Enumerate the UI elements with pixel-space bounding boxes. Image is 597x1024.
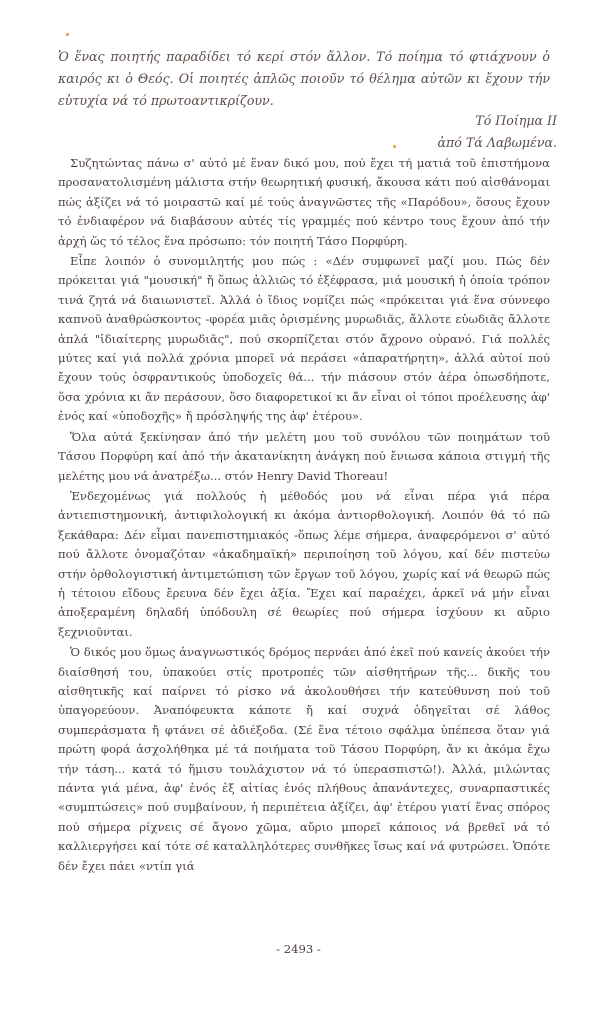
paragraph: Ὅλα αὐτά ξεκίνησαν ἀπό τήν μελέτη μου τοῦ συνόλου τῶν ποιημάτων τοῦ Τάσου Πορφύρη καί ἀπό τήν ἀκατανίκητη ἀνάγκη πού ἔνιωσα κάποια στιγμή τῆς μελέτης μου νά ἀνατρέξω... στόν Henry David Thoreau! xyxy=(58,429,550,483)
decorative-dot xyxy=(66,33,69,36)
page-number: - 2493 - xyxy=(276,942,321,956)
paragraph: Ὁ δικός μου ὅμως ἀναγνωστικός δρόμος περνάει ἀπό ἐκεῖ πού κανείς ἀκούει τήν διαίσθησή του, ὑπακούει στίς προτροπές τῶν αἰσθητήρων τῆς... δικῆς του αἰσθητικῆς καί παίρνει τό ρίσκο νά ἀκολουθήσει τήν κατεύθυνση πού τοῦ ὑπαγορεύουν. Ἀναπόφευκτα κάποτε ἤ καί συχνά ὁδηγεῖται σέ λάθος συμπεράσματα ἤ φτάνει σέ ἀδιέξοδα. (Σέ ἕνα τέτοιο σφάλμα ὑπέπεσα ὅταν γιά πρώτη φορά ἀσχολήθηκα μέ τά ποιήματα τοῦ Τάσου Πορφύρη, ἄν κι ἀκόμα ἔχω τήν τάση... κατά τό ἥμισυ τουλάχιστον νά τό ὑπερασπιστῶ!). Ἀλλά, μιλώντας πάντα γιά μένα, ἀφ' ἑνός ἐξ αἰτίας ἑνός πλήθους ἀπανάντεχες, συναρπαστικές «συμπτώσεις» πού συμβαίνουν, ἡ περιπέτεια ἀξίζει, ἀφ' ἑτέρου γιατί ἕνας σπόρος πού σήμερα ρίχνεις σέ ἄγονο χῶμα, αὔριο μπορεῖ κάποιος νά βρεθεῖ νά τό καλλιεργήσει καί τότε σέ καταλληλότερες συνθῆκες ἴσως καί νά φυτρώσει. Ὁπότε δέν ἔχει πάει «ντίπ γιά xyxy=(58,645,550,873)
epigraph-text: Ὁ ἕνας ποιητής παραδίδει τό κερί στόν ἄλλον. Τό ποίημα τό φτιάχνουν ὁ καιρός κι ὁ Θεός. Οἱ ποιητές ἁπλῶς ποιοῦν τό θέλημα αὐτῶν κι ἔχουν τήν εὐτυχία νά τό πρωτοαντικρίζουν. xyxy=(58,49,550,108)
paragraph: Συζητώντας πάνω σ' αὐτό μέ ἕναν δικό μου, πού ἔχει τή ματιά τοῦ ἐπιστήμονα προσανατολισμένη μάλιστα στήν θεωρητική φυσική, ἄκουσα κάτι πού αἰσθάνομαι πώς ἀξίζει νά τό μοιραστῶ καί μέ τούς ἀναγνῶστες τῆς «Παρόδου», ὅσους ἔχουν τό ἐνδιαφέρον νά διαβάσουν αὐτές τίς γραμμές πού κέντρο τους ἔχουν ἀπό τήν ἀρχή ὥς τό τέλος ἕνα πρόσωπο: τόν ποιητή Τάσο Πορφύρη. xyxy=(58,156,550,248)
epigraph xyxy=(58,46,550,112)
attribution-book: ἀπό Τά Λαβωμένα. xyxy=(437,135,557,150)
paragraph: Ἐνδεχομένως γιά πολλούς ἡ μέθοδός μου νά εἶναι πέρα γιά πέρα ἀντιεπιστημονική, ἀντιφιλολογική κι ἀκόμα ἀντιορθολογική. Λοιπόν θά τό πῶ ξεκάθαρα: Δέν εἶμαι πανεπιστημιακός -ὅπως λέμε σήμερα, ἀναφερόμενοι σ' αὐτό πού ἄλλοτε ὀνομαζόταν «ἀκαδημαϊκή» περιποίηση τοῦ λόγου, καί δέν πιστεύω στήν ὀρθολογιστική ἀντιμετώπιση τῶν ἔργων τοῦ λόγου, χωρίς καί νά θεωρῶ πώς ἡ τέτοιου εἴδους ἔρευνα δέν ἔχει ἀξία. Ἔχει καί παραέχει, ἀρκεῖ νά μήν εἶναι ἀποξεραμένη δηλαδή ὑπόδουλη σέ θεωρίες πού σήμερα ἰσχύουν κι αὔριο ξεχνιοῦνται. xyxy=(58,488,550,639)
body-text xyxy=(58,154,550,877)
epigraph-attribution xyxy=(357,110,557,154)
attribution-title: Τό Ποίημα ΙΙ xyxy=(475,113,557,128)
paragraph: Εἶπε λοιπόν ὁ συνομιλητής μου πώς : «Δέν συμφωνεῖ μαζί μου. Πώς δέν πρόκειται γιά "μουσική" ἤ ὅπως ἀλλιῶς τό ἐξέφρασα, μιά μουσική ἡ ὁποία τρόπον τινά ζητά νά διαιωνιστεῖ. Ἀλλά ὁ ἴδιος νομίζει πώς «πρόκειται γιά ἕνα σύννεφο καπνοῦ ἀναθρώσκοντος -φορέα μιᾶς ὁρισμένης μυρωδιᾶς, ἄλλοτε εὐωδιᾶς ἄλλοτε ἁπλά "ἰδιαίτερης μυρωδιᾶς", πού σκορπίζεται στόν ἄχρονο οὐρανό. Γιά πολλές μύτες καί γιά πολλά χρόνια μπορεῖ νά περάσει «ἀπαρατήρητη», ἀλλά αὐτοί πού ἔχουν τούς ὀσφραντικούς ὑποδοχεῖς θά... τήν πιάσουν στόν ἀέρα ὁπωσδήποτε, ὅσα χρόνια κι ἄν περάσουν, ὅσο διαφορετικοί κι ἄν εἶναι οἱ τόποι προέλευσης ἀφ' ἑνός καί «ὑποδοχῆς» ἤ πρόσληψής της ἀφ' ἑτέρου». xyxy=(58,254,550,424)
